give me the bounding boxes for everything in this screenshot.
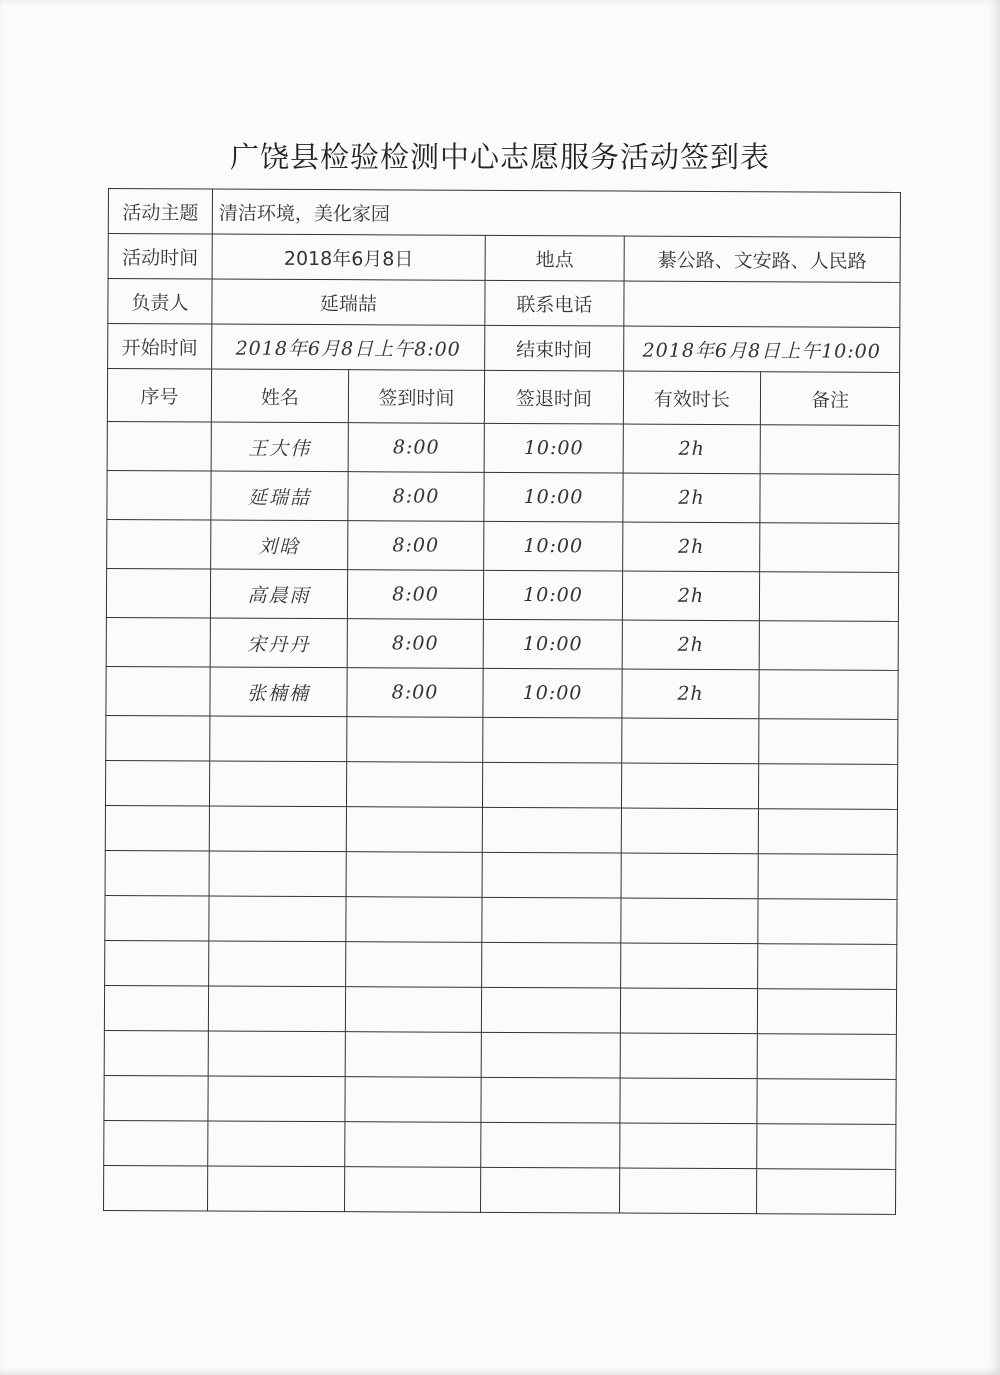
row-sign-out: 10:00 — [483, 668, 622, 718]
blank-row — [105, 895, 897, 944]
row-sign-in: 8:00 — [348, 472, 484, 522]
blank-cell — [104, 1030, 208, 1076]
row-sign-in: 8:00 — [348, 521, 484, 571]
theme-label: 活动主题 — [108, 189, 212, 235]
blank-cell — [758, 809, 897, 855]
blank-cell — [345, 1167, 481, 1213]
blank-row — [104, 1075, 896, 1124]
sign-in-table — [103, 188, 901, 1215]
blank-cell — [104, 1075, 208, 1121]
leader-row — [108, 279, 900, 328]
blank-cell — [346, 807, 482, 853]
leader-value: 延瑞喆 — [212, 279, 485, 325]
row-sign-out: 10:00 — [484, 423, 623, 473]
blank-cell — [482, 897, 621, 943]
blank-cell — [105, 805, 209, 851]
blank-cell — [756, 1169, 895, 1215]
row-name: 宋丹丹 — [210, 618, 347, 668]
blank-cell — [105, 940, 209, 986]
blank-cell — [209, 896, 346, 942]
blank-cell — [758, 944, 897, 990]
blank-row — [104, 1165, 896, 1214]
blank-row — [105, 760, 897, 809]
phone-value — [624, 281, 900, 327]
blank-cell — [621, 808, 758, 854]
row-note — [760, 474, 899, 524]
row-sign-in: 8:00 — [348, 423, 484, 473]
table-row — [107, 470, 899, 523]
phone-label: 联系电话 — [485, 280, 624, 326]
blank-cell — [481, 987, 620, 1033]
blank-cell — [757, 1079, 896, 1125]
row-no — [106, 568, 210, 618]
blank-cell — [481, 1122, 620, 1168]
blank-cell — [482, 762, 621, 808]
theme-value: 清洁环境，美化家园 — [212, 189, 900, 237]
blank-cell — [209, 761, 346, 807]
row-no — [106, 617, 210, 667]
row-name: 张楠楠 — [210, 667, 347, 717]
end-value: 2018年6月8日上午10:00 — [624, 326, 900, 372]
row-note — [760, 523, 899, 573]
col-header-no: 序号 — [107, 369, 211, 423]
blank-cell — [104, 1120, 208, 1166]
blank-cell — [105, 850, 209, 896]
blank-cell — [346, 897, 482, 943]
row-no — [107, 470, 211, 520]
blank-cell — [346, 942, 482, 988]
blank-cell — [209, 851, 346, 897]
blank-cell — [620, 988, 757, 1034]
col-header-name: 姓名 — [211, 369, 348, 423]
row-sign-in: 8:00 — [347, 570, 483, 620]
blank-cell — [209, 941, 346, 987]
blank-cell — [621, 943, 758, 989]
blank-row — [106, 715, 898, 764]
blank-cell — [346, 852, 482, 898]
row-sign-out: 10:00 — [484, 521, 623, 571]
blank-cell — [758, 854, 897, 900]
blank-cell — [620, 1123, 757, 1169]
row-sign-out: 10:00 — [484, 472, 623, 522]
row-duration: 2h — [623, 473, 760, 523]
time-label: 活动时间 — [108, 234, 212, 280]
blank-cell — [106, 715, 210, 761]
table-row — [106, 617, 898, 670]
table-row — [107, 519, 899, 572]
blank-cell — [758, 764, 897, 810]
blank-cell — [622, 718, 759, 764]
blank-cell — [759, 719, 898, 765]
blank-cell — [104, 1165, 208, 1211]
row-duration: 2h — [622, 669, 759, 719]
row-note — [759, 572, 898, 622]
blank-cell — [208, 1121, 345, 1167]
table-row — [106, 568, 898, 621]
blank-row — [104, 1030, 896, 1079]
time-row — [108, 234, 900, 283]
row-name: 高晨雨 — [210, 569, 347, 619]
row-name: 刘晗 — [211, 520, 348, 570]
blank-cell — [346, 762, 482, 808]
blank-row — [104, 985, 896, 1034]
blank-cell — [621, 763, 758, 809]
blank-cell — [621, 853, 758, 899]
row-note — [759, 670, 898, 720]
col-header-sign-in: 签到时间 — [348, 370, 484, 424]
blank-cell — [104, 985, 208, 1031]
blank-cell — [480, 1167, 619, 1213]
row-sign-out: 10:00 — [483, 570, 622, 620]
col-header-note: 备注 — [760, 372, 899, 426]
place-value: 綦公路、文安路、人民路 — [624, 236, 900, 282]
blank-cell — [208, 986, 345, 1032]
end-label: 结束时间 — [485, 325, 624, 371]
blank-cell — [210, 716, 347, 762]
blank-cell — [345, 1077, 481, 1123]
row-sign-in: 8:00 — [347, 668, 483, 718]
row-duration: 2h — [623, 522, 760, 572]
row-name: 王大伟 — [211, 422, 348, 472]
blank-cell — [757, 1034, 896, 1080]
column-header-row — [107, 369, 899, 426]
row-duration: 2h — [622, 571, 759, 621]
blank-cell — [482, 807, 621, 853]
blank-cell — [483, 717, 622, 763]
blank-cell — [621, 898, 758, 944]
time-value: 2018年6月8日 — [212, 234, 485, 280]
blank-cell — [345, 987, 481, 1033]
blank-cell — [757, 989, 896, 1035]
blank-row — [105, 850, 897, 899]
blank-cell — [619, 1168, 756, 1214]
blank-row — [105, 805, 897, 854]
start-end-row — [108, 324, 900, 373]
blank-cell — [105, 895, 209, 941]
row-sign-in: 8:00 — [347, 619, 483, 669]
blank-cell — [757, 1124, 896, 1170]
blank-cell — [481, 1077, 620, 1123]
place-label: 地点 — [485, 235, 624, 281]
row-name: 延瑞喆 — [211, 471, 348, 521]
blank-cell — [208, 1076, 345, 1122]
blank-row — [104, 1120, 896, 1169]
blank-cell — [481, 1032, 620, 1078]
leader-label: 负责人 — [108, 279, 212, 325]
blank-cell — [758, 899, 897, 945]
form-title: 广饶县检验检测中心志愿服务活动签到表 — [229, 140, 770, 174]
blank-cell — [482, 852, 621, 898]
start-label: 开始时间 — [108, 324, 212, 370]
blank-cell — [208, 1166, 345, 1212]
start-value: 2018年6月8日上午8:00 — [212, 324, 485, 370]
blank-cell — [345, 1122, 481, 1168]
table-row — [107, 421, 899, 474]
row-no — [107, 519, 211, 569]
table-row — [106, 666, 898, 719]
blank-row — [105, 940, 897, 989]
row-note — [759, 621, 898, 671]
row-no — [106, 666, 210, 716]
row-duration: 2h — [622, 620, 759, 670]
theme-row — [108, 189, 900, 238]
col-header-duration: 有效时长 — [623, 371, 760, 425]
blank-cell — [482, 942, 621, 988]
blank-cell — [620, 1033, 757, 1079]
blank-cell — [208, 1031, 345, 1077]
blank-cell — [620, 1078, 757, 1124]
row-duration: 2h — [623, 424, 760, 474]
row-note — [760, 425, 899, 475]
blank-cell — [105, 760, 209, 806]
blank-cell — [347, 717, 483, 763]
blank-cell — [345, 1032, 481, 1078]
col-header-sign-out: 签退时间 — [484, 370, 623, 424]
row-sign-out: 10:00 — [483, 619, 622, 669]
blank-cell — [209, 806, 346, 852]
row-no — [107, 421, 211, 471]
